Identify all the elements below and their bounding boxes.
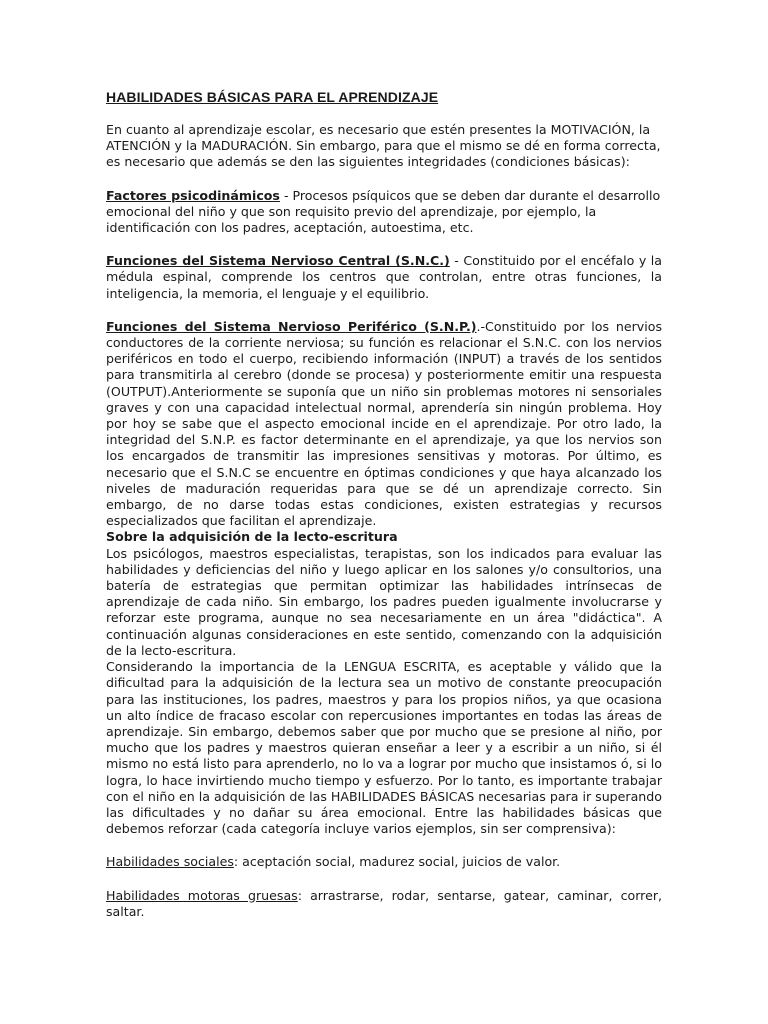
page-title: HABILIDADES BÁSICAS PARA EL APRENDIZAJE bbox=[106, 89, 439, 105]
snp-paragraph bbox=[106, 319, 662, 530]
factores-label: Factores psicodinámicos bbox=[106, 187, 280, 203]
sociales-text: : aceptación social, madurez social, juicios de valor. bbox=[233, 854, 561, 870]
sociales-paragraph bbox=[106, 854, 662, 870]
factores-text: - Procesos psíquicos que se deben dar durante el desarrollo emocional del niño y que son requisito previo del aprendizaje, por ejemplo, la identificación con los padres, aceptación, autoestima, etc. bbox=[106, 187, 661, 236]
factores-paragraph bbox=[106, 188, 662, 237]
motoras-text: : arrastrarse, rodar, sentarse, gatear, caminar, correr, saltar. bbox=[106, 887, 663, 919]
snc-paragraph bbox=[106, 253, 662, 302]
snc-text: - Constituido por el encéfalo y la médula espinal, comprende los centros que controlan, entre otras funciones, la inteligencia, la memoria, el lenguaje y el equilibrio. bbox=[106, 253, 662, 301]
motoras-label: Habilidades motoras gruesas bbox=[106, 887, 298, 903]
lecto-paragraph-1: Los psicólogos, maestros especialistas, terapistas, son los indicados para evaluar las habilidades y deficiencias del niño y luego aplicar en los salones y/o consultorios, una batería de estrategias que permitan optimizar las habilidades intrínsecas de aprendizaje de cada niño. Sin embargo, los padres pueden igualmente involucrarse y reforzar este programa, aunque no sea necesariamente en un área "didáctica". A continuación algunas consideraciones en este sentido, comenzando con la adquisición de la lecto-escritura. bbox=[106, 545, 662, 658]
snp-text: .-Constituido por los nervios conductores de la corriente nerviosa; su función es relacionar el S.N.C. con los nervios periféricos en todo el cuerpo, recibiendo información (INPUT) a través de los sentidos para transmitirla al cerebro (donde se procesa) y posteriormente emitir una respuesta (OUTPUT).Anteriormente se suponía que un niño sin problemas motores ni sensoriales graves y con una capacidad intelectual normal, aprendería sin ningún problema. Hoy por hoy se sabe que el aspecto emocional incide en el aprendizaje. Por otro lado, la integridad del S.N.P. es factor determinante en el aprendizaje, ya que los nervios son los encargados de transmitir las impresiones sensitivas y motoras. Por último, es necesario que el S.N.C se encuentre en óptimas condiciones y que haya alcanzado los niveles de maduración requeridas para que se dé un aprendizaje correcto. Sin embargo, de no darse todas estas condiciones, existen estrategias y recursos especializados que facilitan el aprendizaje. bbox=[106, 318, 663, 529]
sociales-label: Habilidades sociales bbox=[106, 854, 234, 870]
snp-label: Funciones del Sistema Nervioso Periférico (S.N.P.) bbox=[106, 318, 477, 334]
lecto-paragraph-2: Considerando la importancia de la LENGUA ESCRITA, es aceptable y válido que la dificultad para la adquisición de la lectura sea un motivo de constante preocupación para las instituciones, los padres, maestros y para los propios niños, ya que ocasiona un alto índice de fracaso escolar con repercusiones importantes en todas las áreas de aprendizaje. Sin embargo, debemos saber que por mucho que se presione al niño, por mucho que los padres y maestros quieran enseñar a leer y a escribir a un niño, si él mismo no está listo para aprenderlo, no lo va a lograr por mucho que insistamos ó, si lo logra, lo hace invirtiendo mucho tiempo y esfuerzo. Por lo tanto, es importante trabajar con el niño en la adquisición de las HABILIDADES BÁSICAS necesarias para ir superando las dificultades y no dañar su área emocional. Entre las habilidades básicas que debemos reforzar (cada categoría incluye varios ejemplos, sin ser comprensiva): bbox=[106, 659, 662, 837]
intro-paragraph: En cuanto al aprendizaje escolar, es necesario que estén presentes la MOTIVACIÓN, la ATENCIÓN y la MADURACIÓN. Sin embargo, para que el mismo se dé en forma correcta, es necesario que además se den las siguientes integridades (condiciones básicas): bbox=[106, 122, 661, 170]
lecto-heading: Sobre la adquisición de la lecto-escritura bbox=[106, 529, 398, 545]
motoras-paragraph bbox=[106, 888, 662, 920]
snc-label: Funciones del Sistema Nervioso Central (S.N.C.) bbox=[106, 253, 450, 269]
